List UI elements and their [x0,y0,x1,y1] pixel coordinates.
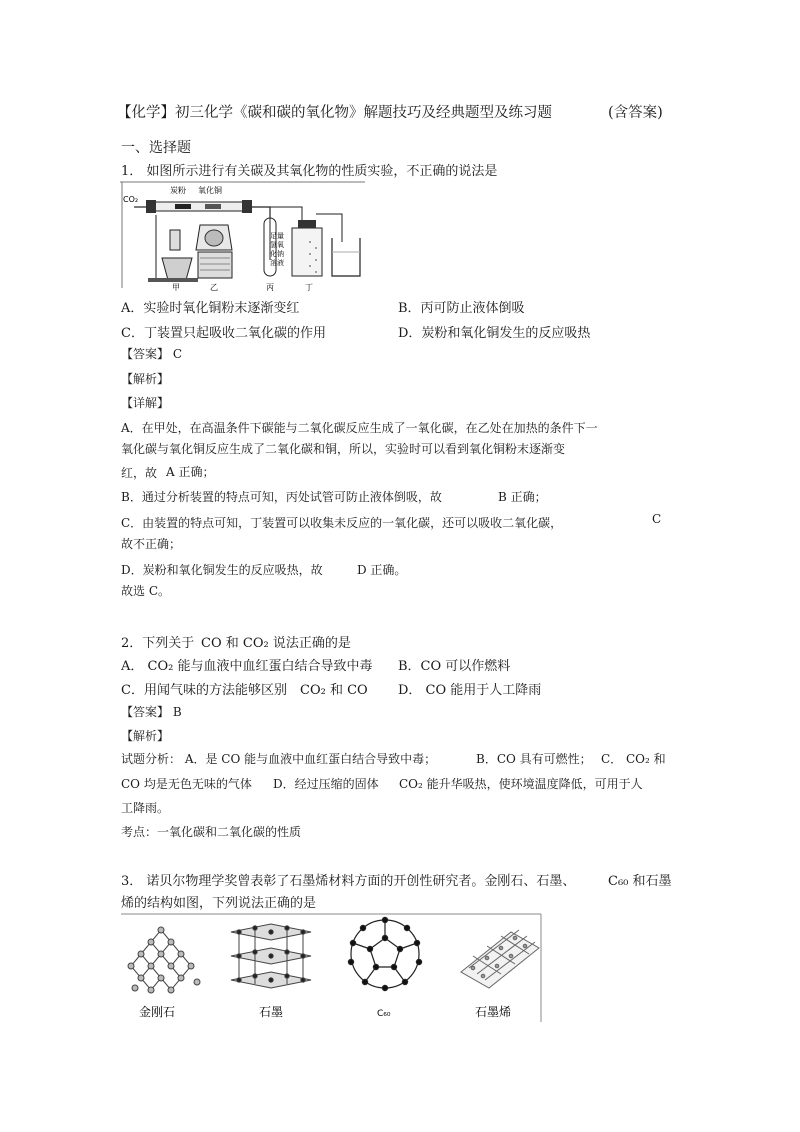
q1-fig-yi: 乙 [210,283,218,292]
q2-analysis-line-2c: CO₂ 能升华吸热，使环境温度降低，可用于人 [399,777,643,791]
q2-stem-a: 2．下列关于 [121,636,195,651]
diamond-structure-icon [128,927,200,993]
q1-fig-sol-4: 溶液 [270,259,284,267]
q3-label-diamond: 金刚石 [139,1005,176,1019]
q2-analysis-line-1b: B．CO 具有可燃性； [476,752,592,766]
q3-figure [121,912,545,1024]
q1-stem: 1． 如图所示进行有关碳及其氧化物的性质实验，不正确的说法是 [121,164,498,179]
graphite-structure-icon [231,924,311,988]
q1-explain-line-3a: 红，故 [121,466,158,480]
c60-structure-icon [348,917,421,990]
q1-explain-line-4a: B．通过分析装置的特点可知，丙处试管可防止液体倒吸，故 [121,490,442,504]
q1-option-a: A．实验时氧化铜粉末逐渐变红 [121,301,300,316]
q1-figure [120,180,368,292]
q1-explain-line-6: 故不正确； [121,537,182,551]
q1-fig-ding: 丁 [305,283,313,292]
q3-stem-b: C₆₀ 和石墨 [608,874,672,889]
q3-label-graphite: 石墨 [259,1005,284,1019]
q1-explain-line-7b: D 正确。 [357,563,407,577]
q1-explain-line-7a: D．炭粉和氧化铜发生的反应吸热，故 [121,563,323,577]
q1-option-b: B．丙可防止液体倒吸 [398,301,525,316]
section-heading: 一、选择题 [121,140,191,156]
q1-fig-co2: CO₂ [123,195,139,204]
q2-option-c-b: CO₂ 和 CO [300,683,368,698]
q1-conclusion: 故选 C。 [121,584,170,598]
q2-option-c-a: C．用闻气味的方法能够区别 [121,683,287,698]
q1-explain-line-3b: A 正确； [166,465,215,479]
q2-analysis-line-1c: C． CO₂ 和 [601,752,666,766]
q1-analysis-label: 【解析】 [121,372,170,386]
q2-analysis-line-3: 工降雨。 [121,801,170,815]
q1-fig-sol-1: 足量 [270,232,284,240]
q1-fig-sol-3: 化钠 [270,250,284,258]
q1-explain-line-4b: B 正确； [498,490,547,504]
q2-analysis-line-2a: CO 均是无色无味的气体 [121,777,252,791]
q3-stem-c: 烯的结构如图，下列说法正确的是 [121,896,317,911]
q1-explain-line-1: A．在甲处，在高温条件下碳能与二氧化碳反应生成了一氧化碳，在乙处在加热的条件下一 [121,421,598,435]
q1-explain-line-2: 氧化碳与氧化铜反应生成了二氧化碳和铜，所以，实验时可以看到氧化铜粉末逐渐变 [121,442,566,456]
q2-analysis-line-1a: 试题分析： A．是 CO 能与血液中血红蛋白结合导致中毒； [121,752,437,766]
q2-stem-b: CO 和 CO₂ 说法正确的是 [201,636,351,651]
q1-explain-line-5a: C．由装置的特点可知，丁装置可以收集未反应的一氧化碳，还可以吸收二氧化碳， [121,516,563,530]
q2-option-d: D． CO 能用于人工降雨 [398,683,542,698]
q3-label-graphene: 石墨烯 [475,1005,512,1019]
q1-option-d: D．炭粉和氧化铜发生的反应吸热 [398,326,591,341]
q2-option-a: A． CO₂ 能与血液中血红蛋白结合导致中毒 [121,659,373,674]
q1-fig-bing: 丙 [266,283,274,292]
q1-detail-label: 【详解】 [121,396,170,410]
q1-answer: 【答案】 C [121,347,182,361]
q2-analysis-label: 【解析】 [121,729,170,743]
q1-explain-line-5b: C [652,512,662,526]
graphene-structure-icon [461,930,539,988]
q1-fig-cuo: 氧化铜 [198,186,222,195]
q2-key-point: 考点：一氧化碳和二氧化碳的性质 [121,825,302,839]
q3-label-c60: C₆₀ [377,1009,391,1019]
q2-answer: 【答案】 B [121,705,182,719]
q2-option-b: B．CO 可以作燃料 [398,659,511,674]
q1-fig-carbon: 炭粉 [170,186,186,195]
page-title-suffix: (含答案) [608,105,663,121]
q1-fig-sol-2: 氢氧 [270,241,284,249]
page-title: 【化学】初三化学《碳和碳的氧化物》解题技巧及经典题型及练习题 [117,105,552,121]
q2-analysis-line-2b: D．经过压缩的固体 [273,777,379,791]
q1-option-c: C．丁装置只起吸收二氧化碳的作用 [121,326,326,341]
q3-stem-a: 3． 诺贝尔物理学奖曾表彰了石墨烯材料方面的开创性研究者。金刚石、石墨、 [121,874,576,889]
q1-fig-jia: 甲 [172,283,180,292]
